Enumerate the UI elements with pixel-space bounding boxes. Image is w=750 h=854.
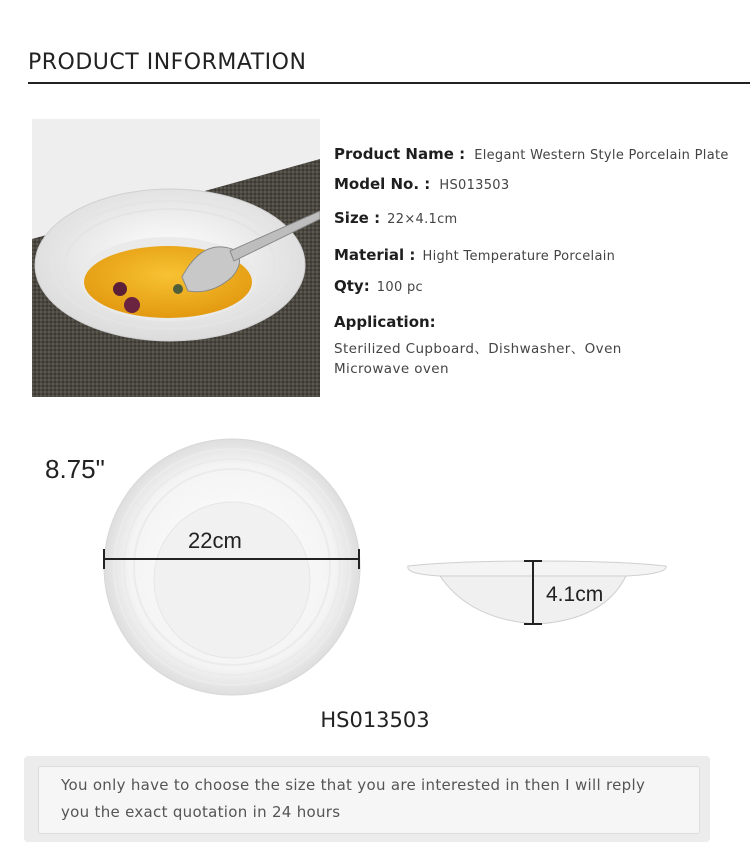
spec-size [334, 208, 458, 227]
spec-value: HS013503 [439, 178, 510, 193]
spec-label: Application: [334, 313, 436, 331]
spec-label: Material : [334, 246, 416, 264]
note-line-2: you the exact quotation in 24 hours [61, 803, 341, 821]
application-line-1: Sterilized Cupboard、Dishwasher、Oven [334, 341, 622, 357]
product-photo [32, 119, 320, 397]
plate-top-view [104, 439, 360, 695]
note-line-1: You only have to choose the size that you are interested in then I will reply [61, 776, 646, 794]
spec-qty [334, 276, 423, 295]
spec-label: Model No. : [334, 175, 431, 193]
spec-model-no [334, 174, 509, 193]
quotation-note-inner [38, 766, 700, 834]
heading-divider [28, 82, 750, 84]
spec-label: Qty: [334, 277, 370, 295]
height-label: 4.1cm [546, 583, 604, 606]
spec-value: Elegant Western Style Porcelain Plate [474, 148, 729, 163]
spec-label: Size : [334, 209, 381, 227]
size-diagram [0, 420, 750, 740]
quotation-note [24, 756, 710, 842]
spec-material [334, 245, 615, 264]
diameter-label: 22cm [188, 528, 242, 553]
plate-side-view [408, 561, 666, 624]
spec-product-name [334, 144, 729, 163]
section-title: PRODUCT INFORMATION [28, 50, 307, 75]
spec-label: Product Name : [334, 145, 466, 163]
spec-value: 100 pc [376, 280, 423, 295]
inch-label: 8.75" [45, 454, 105, 484]
spec-value: Hight Temperature Porcelain [422, 249, 616, 264]
application-line-2: Microwave oven [334, 361, 449, 377]
spec-application [334, 312, 436, 331]
spec-value: 22×4.1cm [387, 212, 458, 227]
model-code: HS013503 [320, 708, 430, 732]
